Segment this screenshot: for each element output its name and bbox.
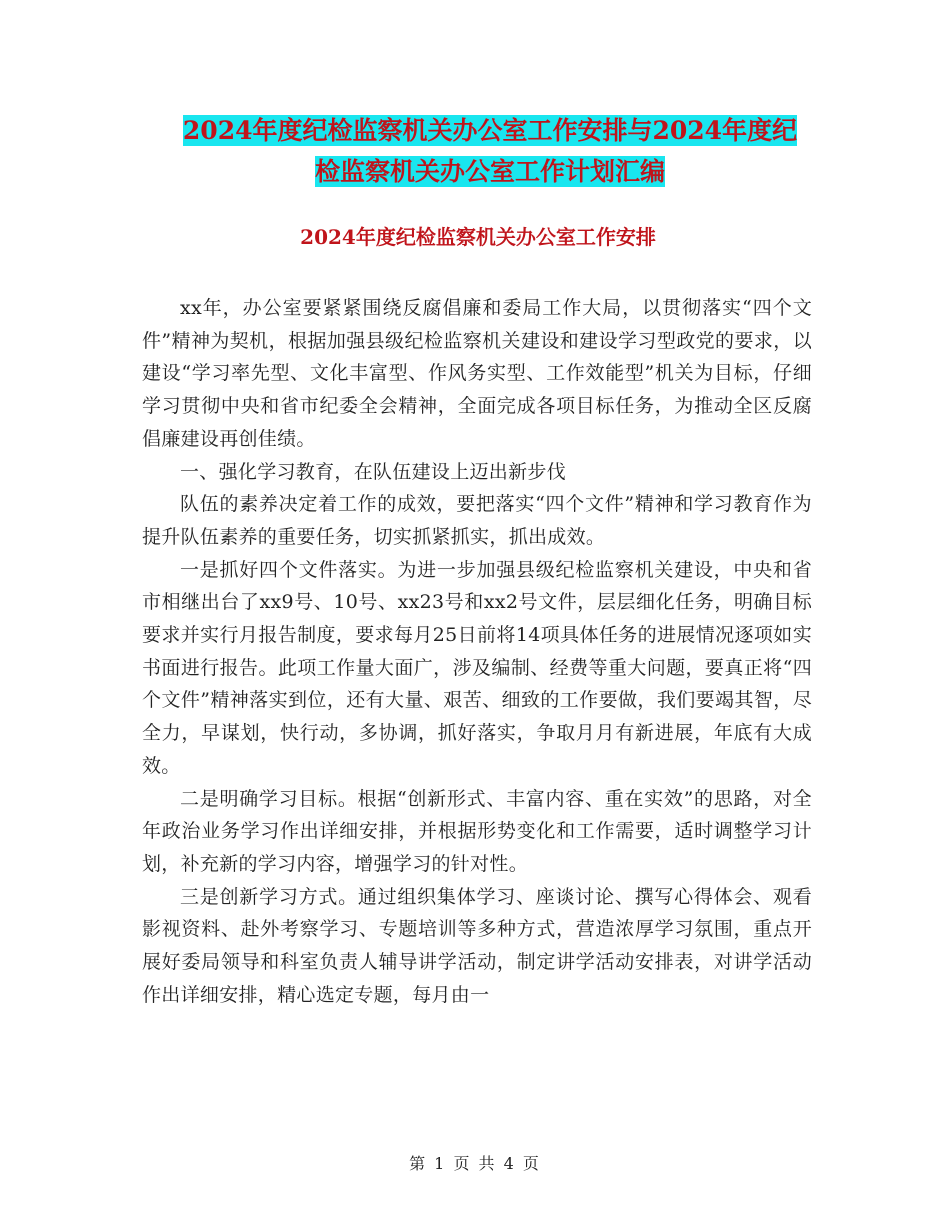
paragraph-point-3: 三是创新学习方式。通过组织集体学习、座谈讨论、撰写心得体会、观看影视资料、赴外考察学习、专题培训等多种方式，营造浓厚学习氛围，重点开展好委局领导和科室负责人辅导讲学活动，制定讲学活动安排表，对讲学活动作出详细安排，精心选定专题，每月由一: [142, 885, 812, 1006]
page-footer: 第 1 页 共 4 页: [409, 1154, 541, 1173]
document-body: [142, 292, 812, 1011]
title-line-2: 检监察机关办公室工作计划汇编: [314, 157, 665, 186]
document-title: [140, 110, 840, 192]
paragraph-heading-1: 一、强化学习教育，在队伍建设上迈出新步伐: [180, 460, 567, 483]
paragraph-point-1: 一是抓好四个文件落实。为进一步加强县级纪检监察机关建设，中央和省市相继出台了xx9号、10号、xx23号和xx2号文件，层层细化任务，明确目标要求并实行月报告制度，要求每月25日前将14项具体任务的进展情况逐项如实书面进行报告。此项工作量大面广，涉及编制、经费等重大问题，要真正将“四个文件”精神落实到位，还有大量、艰苦、细致的工作要做，我们要竭其智，尽全力，早谋划，快行动，多协调，抓好落实，争取月月有新进展，年底有大成效。: [142, 558, 812, 777]
paragraph-point-2: 二是明确学习目标。根据“创新形式、丰富内容、重在实效”的思路，对全年政治业务学习作出详细安排，并根据形势变化和工作需要，适时调整学习计划，补充新的学习内容，增强学习的针对性。: [142, 787, 812, 875]
paragraph-team-quality: 队伍的素养决定着工作的成效，要把落实“四个文件”精神和学习教育作为提升队伍素养的重要任务，切实抓紧抓实，抓出成效。: [142, 493, 812, 548]
section-title: 2024年度纪检监察机关办公室工作安排: [300, 225, 656, 249]
paragraph-intro: xx年，办公室要紧紧围绕反腐倡廉和委局工作大局，以贯彻落实“四个文件”精神为契机，根据加强县级纪检监察机关建设和建设学习型政党的要求，以建设“学习率先型、文化丰富型、作风务实型、工作效能型”机关为目标，仔细学习贯彻中央和省市纪委全会精神，全面完成各项目标任务，为推动全区反腐倡廉建设再创佳绩。: [142, 297, 812, 450]
title-line-1: 2024年度纪检监察机关办公室工作安排与2024年度纪: [182, 116, 798, 145]
